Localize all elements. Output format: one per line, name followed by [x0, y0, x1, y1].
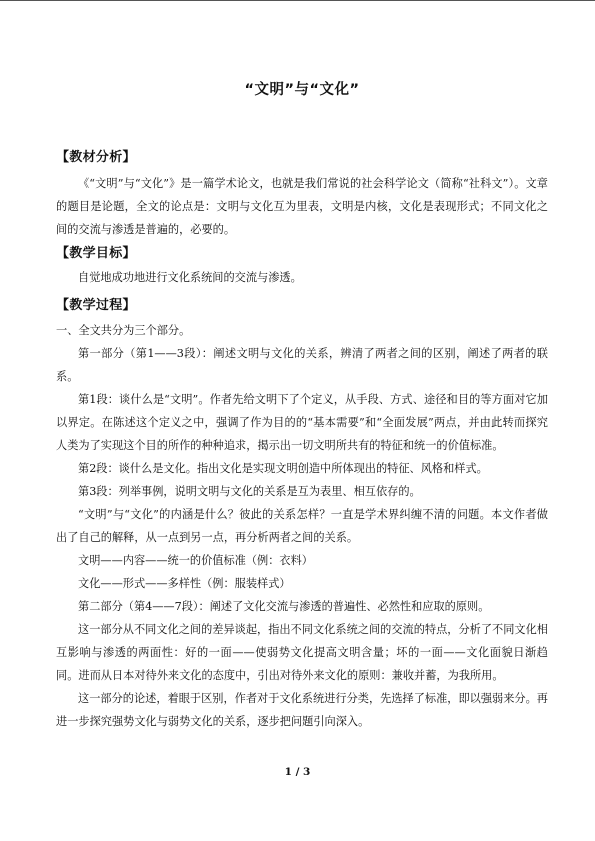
process-paragraph: 文明——内容——统一的价值标准（例：衣料）	[78, 554, 313, 567]
page-number: 1 / 3	[284, 766, 311, 778]
analysis-paragraph: 《“文明”与“文化”》是一篇学术论文，也就是我们常说的社会科学论文（简称“社科文”）。文章的题目是论题，全文的论点是：文明与文化互为里表，文明是内核，文化是表现形式；不同文化之间的交流与渗透是普遍的，必要的。	[56, 177, 548, 236]
goals-paragraph: 自觉地成功地进行文化系统间的交流与渗透。	[78, 271, 302, 284]
section-heading-process: 【教学过程】	[56, 298, 136, 313]
section-heading-analysis: 【教材分析】	[56, 150, 136, 165]
process-paragraph: “文明”与“文化”的内涵是什么？彼此的关系怎样？一直是学术界纠缠不清的问题。本文作者做出了自己的解释，从一点到另一点，再分析两者之间的关系。	[56, 508, 548, 544]
analysis-body	[56, 172, 548, 241]
process-paragraph: 第2段：谈什么是文化。指出文化是实现文明创造中所体现出的特征、风格和样式。	[78, 462, 488, 475]
process-paragraph: 文化——形式——多样性（例：服装样式）	[78, 577, 291, 590]
section-heading-goals: 【教学目标】	[56, 246, 136, 261]
header-rule	[0, 0, 595, 1]
goals-body	[56, 266, 548, 289]
process-paragraph: 第二部分（第4——7段）：阐述了文化交流与渗透的普遍性、必然性和应取的原则。	[78, 600, 490, 613]
document-title: “文明”与“文化”	[244, 82, 360, 98]
process-paragraph: 第3段：列举事例，说明文明与文化的关系是互为表里、相互依存的。	[78, 485, 421, 498]
process-paragraph: 这一部分的论述，着眼于区别，作者对于文化系统进行分类，先选择了标准，即以强弱来分。再进一步探究强势文化与弱势文化的关系，逐步把问题引向深入。	[56, 692, 548, 728]
process-paragraph: 第一部分（第1——3段）：阐述文明与文化的关系，辨清了两者之间的区别，阐述了两者的联系。	[56, 347, 548, 383]
process-paragraph: 第1段：谈什么是“文明”。作者先给文明下了个定义，从手段、方式、途径和目的等方面对它加以界定。在陈述这个定义之中，强调了作为目的的“基本需要”和“全面发展”两点，并由此转而探究人类为了实现这个目的所作的种种追求，揭示出一切文明所共有的特征和统一的价值标准。	[56, 393, 548, 452]
process-paragraph: 这一部分从不同文化之间的差异谈起，指出不同文化系统之间的交流的特点，分析了不同文化相互影响与渗透的两面性：好的一面——使弱势文化提高文明含量；坏的一面——文化面貌日渐趋同。进而从日本对待外来文化的态度中，引出对待外来文化的原则：兼收并蓄，为我所用。	[56, 623, 548, 682]
process-paragraph: 一、全文共分为三个部分。	[56, 324, 191, 337]
process-body	[56, 319, 548, 733]
